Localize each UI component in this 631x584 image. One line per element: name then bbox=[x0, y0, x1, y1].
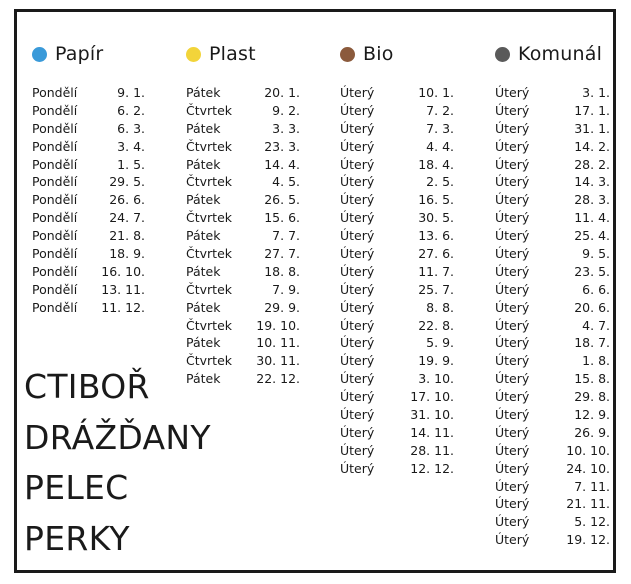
schedule-row bbox=[186, 102, 300, 120]
weekday: Úterý bbox=[340, 156, 375, 172]
pickup-date: 21. 11. bbox=[566, 496, 610, 512]
weekday: Úterý bbox=[340, 389, 375, 405]
schedule-row bbox=[32, 281, 145, 299]
schedule-row bbox=[32, 173, 145, 191]
weekday: Úterý bbox=[340, 102, 375, 118]
pickup-date: 30. 5. bbox=[418, 210, 454, 226]
pickup-date: 12. 9. bbox=[574, 407, 610, 423]
weekday: Úterý bbox=[340, 263, 375, 279]
schedule-row bbox=[32, 156, 145, 174]
weekday: Úterý bbox=[340, 228, 375, 244]
schedule-row bbox=[340, 84, 454, 102]
schedule-row bbox=[495, 299, 610, 317]
pickup-date: 24. 7. bbox=[109, 210, 145, 226]
weekday: Úterý bbox=[495, 478, 530, 494]
pickup-date: 18. 8. bbox=[264, 263, 300, 279]
weekday: Pondělí bbox=[32, 174, 78, 190]
schedule-row bbox=[495, 120, 610, 138]
schedule-row bbox=[495, 156, 610, 174]
weekday: Úterý bbox=[495, 281, 530, 297]
weekday: Úterý bbox=[340, 442, 375, 458]
pickup-date: 19. 12. bbox=[566, 532, 610, 548]
weekday: Pátek bbox=[186, 156, 221, 172]
pickup-date: 3. 10. bbox=[418, 371, 454, 387]
column-papir bbox=[32, 42, 145, 317]
color-dot-icon bbox=[186, 47, 201, 62]
weekday: Pátek bbox=[186, 85, 221, 100]
weekday: Čtvrtek bbox=[186, 317, 232, 333]
pickup-date: 8. 8. bbox=[426, 299, 454, 315]
place-list bbox=[24, 362, 211, 564]
pickup-date: 29. 8. bbox=[574, 389, 610, 405]
weekday: Úterý bbox=[495, 442, 530, 458]
pickup-date: 18. 4. bbox=[418, 156, 454, 172]
schedule-row bbox=[340, 442, 454, 460]
column-header bbox=[340, 42, 454, 66]
weekday: Úterý bbox=[340, 192, 375, 208]
pickup-date: 31. 10. bbox=[410, 407, 454, 423]
schedule-row bbox=[340, 424, 454, 442]
pickup-date: 12. 12. bbox=[410, 460, 454, 476]
schedule-row bbox=[340, 120, 454, 138]
schedule-row bbox=[340, 263, 454, 281]
schedule-row bbox=[186, 209, 300, 227]
schedule-row bbox=[340, 191, 454, 209]
schedule-row bbox=[340, 156, 454, 174]
pickup-date: 16. 10. bbox=[101, 263, 145, 279]
column-title: Bio bbox=[363, 43, 394, 65]
pickup-date: 25. 7. bbox=[418, 281, 454, 297]
pickup-date: 4. 7. bbox=[582, 317, 610, 333]
weekday: Úterý bbox=[340, 335, 375, 351]
schedule-row bbox=[186, 245, 300, 263]
column-title: Komunál bbox=[518, 43, 603, 65]
pickup-date: 1. 8. bbox=[582, 353, 610, 369]
schedule-row bbox=[495, 478, 610, 496]
weekday: Úterý bbox=[340, 460, 375, 476]
schedule-row bbox=[32, 299, 145, 317]
weekday: Pondělí bbox=[32, 85, 78, 100]
pickup-date: 31. 1. bbox=[574, 120, 610, 136]
weekday: Úterý bbox=[340, 138, 375, 154]
pickup-date: 13. 6. bbox=[418, 228, 454, 244]
pickup-date: 14. 11. bbox=[410, 424, 454, 440]
column-plast bbox=[186, 42, 300, 388]
weekday: Úterý bbox=[340, 281, 375, 297]
weekday: Pondělí bbox=[32, 120, 78, 136]
pickup-date: 27. 7. bbox=[264, 246, 300, 262]
pickup-date: 19. 9. bbox=[418, 353, 454, 369]
schedule-row bbox=[186, 334, 300, 352]
pickup-date: 23. 5. bbox=[574, 263, 610, 279]
schedule-row bbox=[32, 84, 145, 102]
pickup-date: 14. 4. bbox=[264, 156, 300, 172]
weekday: Úterý bbox=[495, 496, 530, 512]
color-dot-icon bbox=[495, 47, 510, 62]
weekday: Úterý bbox=[495, 532, 530, 548]
weekday: Úterý bbox=[495, 192, 530, 208]
weekday: Úterý bbox=[340, 246, 375, 262]
pickup-date: 2. 5. bbox=[426, 174, 454, 190]
schedule-row bbox=[340, 388, 454, 406]
pickup-date: 14. 3. bbox=[574, 174, 610, 190]
color-dot-icon bbox=[340, 47, 355, 62]
place-name: CTIBOŘ bbox=[24, 367, 150, 406]
weekday: Úterý bbox=[340, 353, 375, 369]
weekday: Pátek bbox=[186, 335, 221, 351]
schedule-row bbox=[340, 102, 454, 120]
pickup-date: 7. 7. bbox=[272, 228, 300, 244]
weekday: Úterý bbox=[495, 246, 530, 262]
weekday: Čtvrtek bbox=[186, 246, 232, 262]
schedule-row bbox=[186, 299, 300, 317]
weekday: Úterý bbox=[495, 460, 530, 476]
place-name: PELEC bbox=[24, 468, 129, 507]
weekday: Úterý bbox=[495, 138, 530, 154]
weekday: Úterý bbox=[495, 263, 530, 279]
weekday: Pátek bbox=[186, 228, 221, 244]
schedule-row bbox=[340, 209, 454, 227]
weekday: Pátek bbox=[186, 263, 221, 279]
weekday: Pondělí bbox=[32, 246, 78, 262]
schedule-row bbox=[495, 442, 610, 460]
weekday: Čtvrtek bbox=[186, 174, 232, 190]
schedule-row bbox=[340, 406, 454, 424]
schedule-row bbox=[186, 120, 300, 138]
weekday: Úterý bbox=[340, 317, 375, 333]
weekday: Úterý bbox=[340, 424, 375, 440]
pickup-date: 10. 10. bbox=[566, 442, 610, 458]
weekday: Pátek bbox=[186, 192, 221, 208]
schedule-row bbox=[186, 281, 300, 299]
pickup-date: 14. 2. bbox=[574, 138, 610, 154]
weekday: Pondělí bbox=[32, 192, 78, 208]
column-bio bbox=[340, 42, 454, 478]
schedule-row bbox=[495, 245, 610, 263]
pickup-date: 3. 3. bbox=[272, 120, 300, 136]
pickup-date: 1. 5. bbox=[117, 156, 145, 172]
schedule-row bbox=[495, 138, 610, 156]
weekday: Úterý bbox=[495, 156, 530, 172]
weekday: Úterý bbox=[495, 299, 530, 315]
place-name: PERKY bbox=[24, 518, 130, 558]
schedule-row bbox=[32, 138, 145, 156]
column-title: Plast bbox=[209, 43, 256, 65]
weekday: Úterý bbox=[340, 407, 375, 423]
schedule-row bbox=[495, 370, 610, 388]
weekday: Čtvrtek bbox=[186, 138, 232, 154]
weekday: Pondělí bbox=[32, 263, 78, 279]
pickup-date: 11. 12. bbox=[101, 299, 145, 315]
schedule-row bbox=[340, 173, 454, 191]
schedule-row bbox=[495, 317, 610, 335]
weekday: Pondělí bbox=[32, 138, 78, 154]
pickup-date: 15. 6. bbox=[264, 210, 300, 226]
weekday: Úterý bbox=[340, 120, 375, 136]
pickup-date: 6. 2. bbox=[117, 102, 145, 118]
column-komunal bbox=[495, 42, 610, 549]
schedule-row bbox=[32, 120, 145, 138]
weekday: Úterý bbox=[495, 424, 530, 440]
weekday: Úterý bbox=[495, 210, 530, 226]
weekday: Pátek bbox=[186, 371, 221, 387]
weekday: Úterý bbox=[495, 335, 530, 351]
schedule-row bbox=[495, 460, 610, 478]
pickup-date: 26. 6. bbox=[109, 192, 145, 208]
pickup-date: 29. 9. bbox=[264, 299, 300, 315]
pickup-date: 28. 11. bbox=[410, 442, 454, 458]
pickup-date: 13. 11. bbox=[101, 281, 145, 297]
pickup-date: 22. 12. bbox=[256, 371, 300, 387]
weekday: Úterý bbox=[340, 210, 375, 226]
schedule-row bbox=[32, 263, 145, 281]
pickup-date: 18. 7. bbox=[574, 335, 610, 351]
weekday: Pondělí bbox=[32, 210, 78, 226]
pickup-date: 26. 5. bbox=[264, 192, 300, 208]
pickup-date: 9. 2. bbox=[272, 102, 300, 118]
pickup-date: 4. 5. bbox=[272, 174, 300, 190]
pickup-date: 21. 8. bbox=[109, 228, 145, 244]
weekday: Pondělí bbox=[32, 102, 78, 118]
pickup-date: 5. 12. bbox=[574, 514, 610, 530]
pickup-date: 24. 10. bbox=[566, 460, 610, 476]
pickup-date: 7. 2. bbox=[426, 102, 454, 118]
schedule-row bbox=[340, 352, 454, 370]
pickup-date: 6. 6. bbox=[582, 281, 610, 297]
column-header bbox=[186, 42, 300, 66]
weekday: Úterý bbox=[495, 389, 530, 405]
pickup-date: 17. 10. bbox=[410, 389, 454, 405]
schedule-row bbox=[186, 317, 300, 335]
schedule-row bbox=[495, 102, 610, 120]
schedule-row bbox=[186, 156, 300, 174]
schedule-row bbox=[32, 227, 145, 245]
schedule-row bbox=[495, 84, 610, 102]
weekday: Pondělí bbox=[32, 299, 78, 315]
pickup-date: 20. 1. bbox=[264, 85, 300, 100]
pickup-date: 3. 4. bbox=[117, 138, 145, 154]
weekday: Úterý bbox=[340, 299, 375, 315]
pickup-date: 11. 4. bbox=[574, 210, 610, 226]
schedule-row bbox=[186, 84, 300, 102]
schedule-row bbox=[495, 334, 610, 352]
pickup-date: 18. 9. bbox=[109, 246, 145, 262]
pickup-date: 10. 1. bbox=[418, 85, 454, 100]
weekday: Úterý bbox=[340, 174, 375, 190]
pickup-date: 25. 4. bbox=[574, 228, 610, 244]
schedule-row bbox=[32, 209, 145, 227]
weekday: Úterý bbox=[340, 85, 375, 100]
schedule-row bbox=[32, 102, 145, 120]
schedule-row bbox=[186, 138, 300, 156]
pickup-date: 16. 5. bbox=[418, 192, 454, 208]
schedule-row bbox=[340, 317, 454, 335]
schedule-row bbox=[495, 513, 610, 531]
pickup-date: 17. 1. bbox=[574, 102, 610, 118]
pickup-date: 7. 11. bbox=[574, 478, 610, 494]
weekday: Pondělí bbox=[32, 228, 78, 244]
weekday: Úterý bbox=[495, 228, 530, 244]
pickup-date: 6. 3. bbox=[117, 120, 145, 136]
place-name: DRÁŽĎANY bbox=[24, 417, 211, 457]
schedule-row bbox=[340, 281, 454, 299]
schedule-row bbox=[495, 263, 610, 281]
pickup-date: 9. 5. bbox=[582, 246, 610, 262]
pickup-date: 7. 3. bbox=[426, 120, 454, 136]
schedule-row bbox=[495, 406, 610, 424]
schedule-row bbox=[495, 227, 610, 245]
column-title: Papír bbox=[55, 43, 104, 65]
schedule-row bbox=[32, 245, 145, 263]
schedule-row bbox=[495, 424, 610, 442]
schedule-row bbox=[186, 263, 300, 281]
schedule-row bbox=[495, 281, 610, 299]
weekday: Pondělí bbox=[32, 156, 78, 172]
schedule-row bbox=[186, 191, 300, 209]
schedule-row bbox=[495, 495, 610, 513]
pickup-date: 28. 3. bbox=[574, 192, 610, 208]
color-dot-icon bbox=[32, 47, 47, 62]
weekday: Úterý bbox=[495, 407, 530, 423]
pickup-date: 15. 8. bbox=[574, 371, 610, 387]
schedule-row bbox=[495, 388, 610, 406]
weekday: Čtvrtek bbox=[186, 353, 232, 369]
pickup-date: 11. 7. bbox=[418, 263, 454, 279]
schedule-row bbox=[340, 299, 454, 317]
schedule-row bbox=[340, 460, 454, 478]
schedule-row bbox=[340, 245, 454, 263]
pickup-date: 9. 1. bbox=[117, 85, 145, 100]
weekday: Úterý bbox=[495, 174, 530, 190]
schedule-row bbox=[186, 227, 300, 245]
schedule-row bbox=[495, 191, 610, 209]
schedule-row bbox=[186, 173, 300, 191]
weekday: Úterý bbox=[495, 85, 530, 100]
pickup-date: 10. 11. bbox=[256, 335, 300, 351]
weekday: Úterý bbox=[340, 371, 375, 387]
pickup-date: 22. 8. bbox=[418, 317, 454, 333]
weekday: Čtvrtek bbox=[186, 281, 232, 297]
weekday: Čtvrtek bbox=[186, 102, 232, 118]
pickup-date: 3. 1. bbox=[582, 85, 610, 100]
schedule-row bbox=[495, 209, 610, 227]
pickup-date: 30. 11. bbox=[256, 353, 300, 369]
schedule-row bbox=[340, 334, 454, 352]
weekday: Úterý bbox=[495, 353, 530, 369]
schedule-row bbox=[340, 138, 454, 156]
pickup-date: 28. 2. bbox=[574, 156, 610, 172]
weekday: Pátek bbox=[186, 120, 221, 136]
weekday: Úterý bbox=[495, 317, 530, 333]
schedule-row bbox=[495, 531, 610, 549]
pickup-date: 27. 6. bbox=[418, 246, 454, 262]
weekday: Pondělí bbox=[32, 281, 78, 297]
schedule-row bbox=[495, 173, 610, 191]
pickup-date: 4. 4. bbox=[426, 138, 454, 154]
weekday: Úterý bbox=[495, 371, 530, 387]
weekday: Pátek bbox=[186, 299, 221, 315]
weekday: Čtvrtek bbox=[186, 210, 232, 226]
schedule-row bbox=[495, 352, 610, 370]
weekday: Úterý bbox=[495, 120, 530, 136]
pickup-date: 26. 9. bbox=[574, 424, 610, 440]
schedule-row bbox=[340, 227, 454, 245]
pickup-date: 20. 6. bbox=[574, 299, 610, 315]
column-header bbox=[32, 42, 145, 66]
weekday: Úterý bbox=[495, 514, 530, 530]
pickup-date: 29. 5. bbox=[109, 174, 145, 190]
pickup-date: 5. 9. bbox=[426, 335, 454, 351]
pickup-date: 23. 3. bbox=[264, 138, 300, 154]
pickup-date: 7. 9. bbox=[272, 281, 300, 297]
schedule-row bbox=[32, 191, 145, 209]
schedule-row bbox=[340, 370, 454, 388]
column-header bbox=[495, 42, 610, 66]
weekday: Úterý bbox=[495, 102, 530, 118]
pickup-date: 19. 10. bbox=[256, 317, 300, 333]
